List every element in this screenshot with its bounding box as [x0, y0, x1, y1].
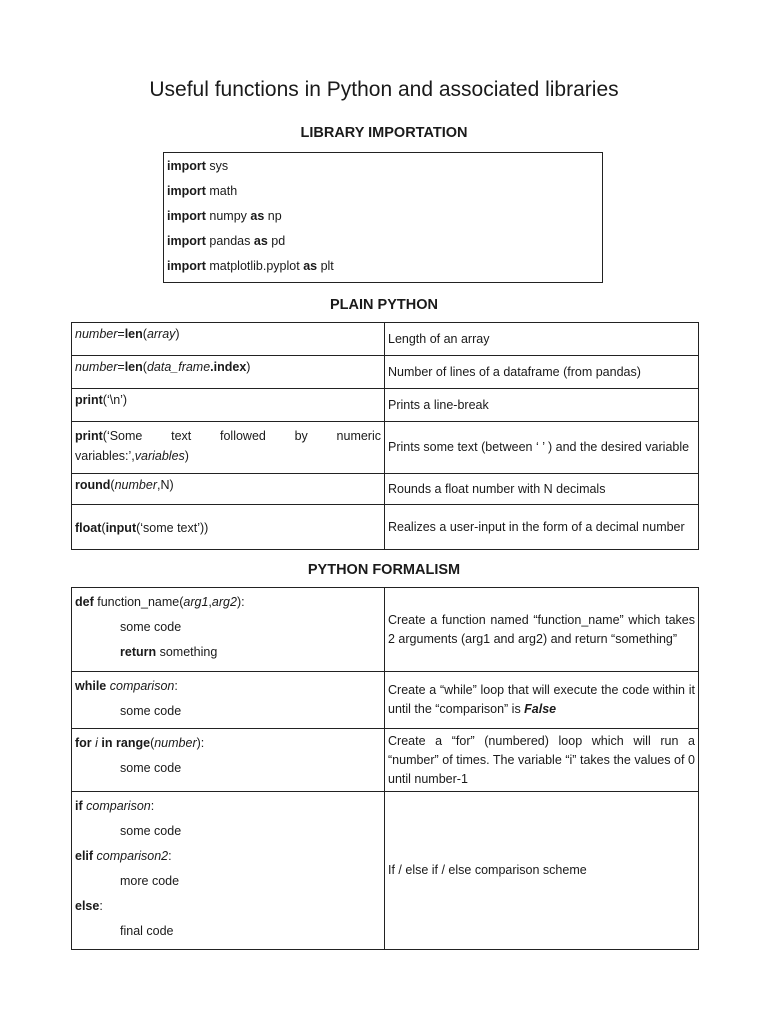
keyword: import — [167, 209, 206, 223]
code-var: number — [75, 327, 118, 341]
code-line — [75, 676, 381, 701]
code-line — [75, 896, 381, 921]
code-line: some code — [120, 761, 182, 775]
description-cell — [385, 672, 699, 729]
code-cell — [72, 588, 385, 672]
code-cell — [72, 356, 385, 389]
code-fn: print — [75, 429, 103, 443]
code-cell — [72, 422, 385, 474]
section-heading-plain-python: PLAIN PYTHON — [330, 297, 438, 313]
code-text: ( — [110, 478, 115, 492]
code-cell — [72, 792, 385, 950]
code-cell — [72, 729, 385, 792]
code-text: = — [117, 327, 125, 341]
import-line — [167, 156, 602, 181]
code-arg: variables — [134, 449, 185, 463]
code-fn: len — [124, 360, 143, 374]
code-text: ( — [142, 360, 147, 374]
code-text: (‘\n’) — [102, 393, 128, 407]
code-arg: arg1 — [183, 595, 209, 609]
code-text: = — [117, 360, 125, 374]
code-text: : — [150, 799, 155, 813]
module-name: sys — [209, 159, 229, 173]
keyword: import — [167, 234, 206, 248]
module-name: numpy — [209, 209, 247, 223]
code-arg: number — [114, 478, 157, 492]
table-row — [72, 792, 699, 950]
description-cell: Realizes a user-input in the form of a decimal number — [385, 505, 699, 550]
code-fn: input — [105, 521, 137, 535]
description-cell: Prints some text (between ‘ ’ ) and the desired variable — [385, 422, 699, 474]
code-text: function_name( — [93, 595, 184, 609]
code-line: final code — [120, 924, 174, 938]
code-line — [75, 642, 381, 667]
import-line — [167, 181, 602, 206]
description-cell: Prints a line-break — [385, 389, 699, 422]
module-name: pandas — [209, 234, 251, 248]
code-text: : — [168, 849, 172, 863]
code-text: (‘some text’)) — [136, 521, 209, 535]
code-line — [75, 796, 381, 821]
code-arg: number — [154, 736, 197, 750]
table-row — [72, 389, 699, 422]
code-text: : — [174, 679, 178, 693]
code-cell — [72, 474, 385, 505]
table-row — [72, 323, 699, 356]
keyword: as — [250, 209, 265, 223]
code-cell — [72, 505, 385, 550]
code-text: ): — [196, 736, 205, 750]
table-row — [72, 505, 699, 550]
code-text: ) — [184, 449, 189, 463]
table-row — [72, 356, 699, 389]
keyword: as — [253, 234, 268, 248]
code-fn: float — [75, 521, 102, 535]
code-line — [75, 592, 381, 617]
code-keyword: def — [75, 595, 94, 609]
code-fn: print — [75, 393, 103, 407]
code-var: i — [95, 736, 98, 750]
code-keyword: while — [75, 679, 107, 693]
code-arg: data_frame — [146, 360, 211, 374]
keyword: import — [167, 184, 206, 198]
description-cell: Create a “for” (numbered) loop which will run a “number” of times. The variable “i” takes the values of 0 until number-1 — [385, 729, 699, 792]
plain-python-table — [71, 322, 699, 550]
module-alias: plt — [320, 259, 334, 273]
code-text: ( — [142, 327, 147, 341]
page-title: Useful functions in Python and associated libraries — [149, 78, 619, 101]
code-line: some code — [120, 824, 182, 838]
module-name: math — [209, 184, 238, 198]
section-heading-library-importation: LIBRARY IMPORTATION — [300, 125, 468, 141]
keyword: import — [167, 259, 206, 273]
code-arg: arg2 — [211, 595, 237, 609]
table-row — [72, 422, 699, 474]
code-keyword: elif — [75, 849, 94, 863]
code-arg: array — [146, 327, 176, 341]
code-text: : — [99, 899, 103, 913]
code-text: something — [156, 645, 218, 659]
table-row — [72, 672, 699, 729]
description-cell: Create a function named “function_name” which takes 2 arguments (arg1 and arg2) and return “something” — [385, 588, 699, 672]
table-row — [72, 588, 699, 672]
keyword: as — [303, 259, 318, 273]
code-keyword: for — [75, 736, 92, 750]
code-fn: len — [124, 327, 143, 341]
module-alias: np — [267, 209, 282, 223]
code-text: , — [208, 595, 212, 609]
module-alias: pd — [271, 234, 286, 248]
import-line — [167, 206, 602, 231]
description-cell: Length of an array — [385, 323, 699, 356]
code-fn: range — [116, 736, 151, 750]
code-text: (‘Some text followed by numeric variables:’, — [75, 429, 381, 463]
keyword: import — [167, 159, 206, 173]
boolean-literal: False — [524, 702, 557, 716]
code-cell — [72, 389, 385, 422]
code-line: some code — [120, 620, 182, 634]
code-text: ( — [101, 521, 106, 535]
section-heading-python-formalism: PYTHON FORMALISM — [307, 562, 461, 578]
code-attr: .index — [210, 360, 247, 374]
import-code-box — [163, 152, 603, 283]
code-var: number — [75, 360, 118, 374]
code-line: more code — [120, 874, 180, 888]
description-text: Create a “while” loop that will execute the code within it until the “comparison” is — [388, 683, 695, 716]
code-text: ): — [236, 595, 245, 609]
code-line — [75, 846, 381, 871]
description-cell: Number of lines of a dataframe (from pandas) — [385, 356, 699, 389]
code-text: ) — [246, 360, 251, 374]
code-keyword: else — [75, 899, 100, 913]
code-cell — [72, 672, 385, 729]
description-cell: Rounds a float number with N decimals — [385, 474, 699, 505]
code-cell — [72, 323, 385, 356]
code-keyword: if — [75, 799, 83, 813]
code-line — [75, 733, 381, 758]
code-fn: round — [75, 478, 111, 492]
code-keyword: in — [101, 736, 113, 750]
module-name: matplotlib.pyplot — [209, 259, 300, 273]
table-row — [72, 474, 699, 505]
description-cell: If / else if / else comparison scheme — [385, 792, 699, 950]
code-line: some code — [120, 704, 182, 718]
code-keyword: return — [120, 645, 157, 659]
code-text: ( — [150, 736, 155, 750]
code-cond: comparison2 — [96, 849, 169, 863]
python-formalism-table — [71, 587, 699, 950]
code-cond: comparison — [86, 799, 151, 813]
table-row — [72, 729, 699, 792]
code-text: ,N) — [156, 478, 174, 492]
import-line — [167, 256, 602, 281]
import-line — [167, 231, 602, 256]
code-cond: comparison — [109, 679, 175, 693]
code-text: ) — [175, 327, 180, 341]
